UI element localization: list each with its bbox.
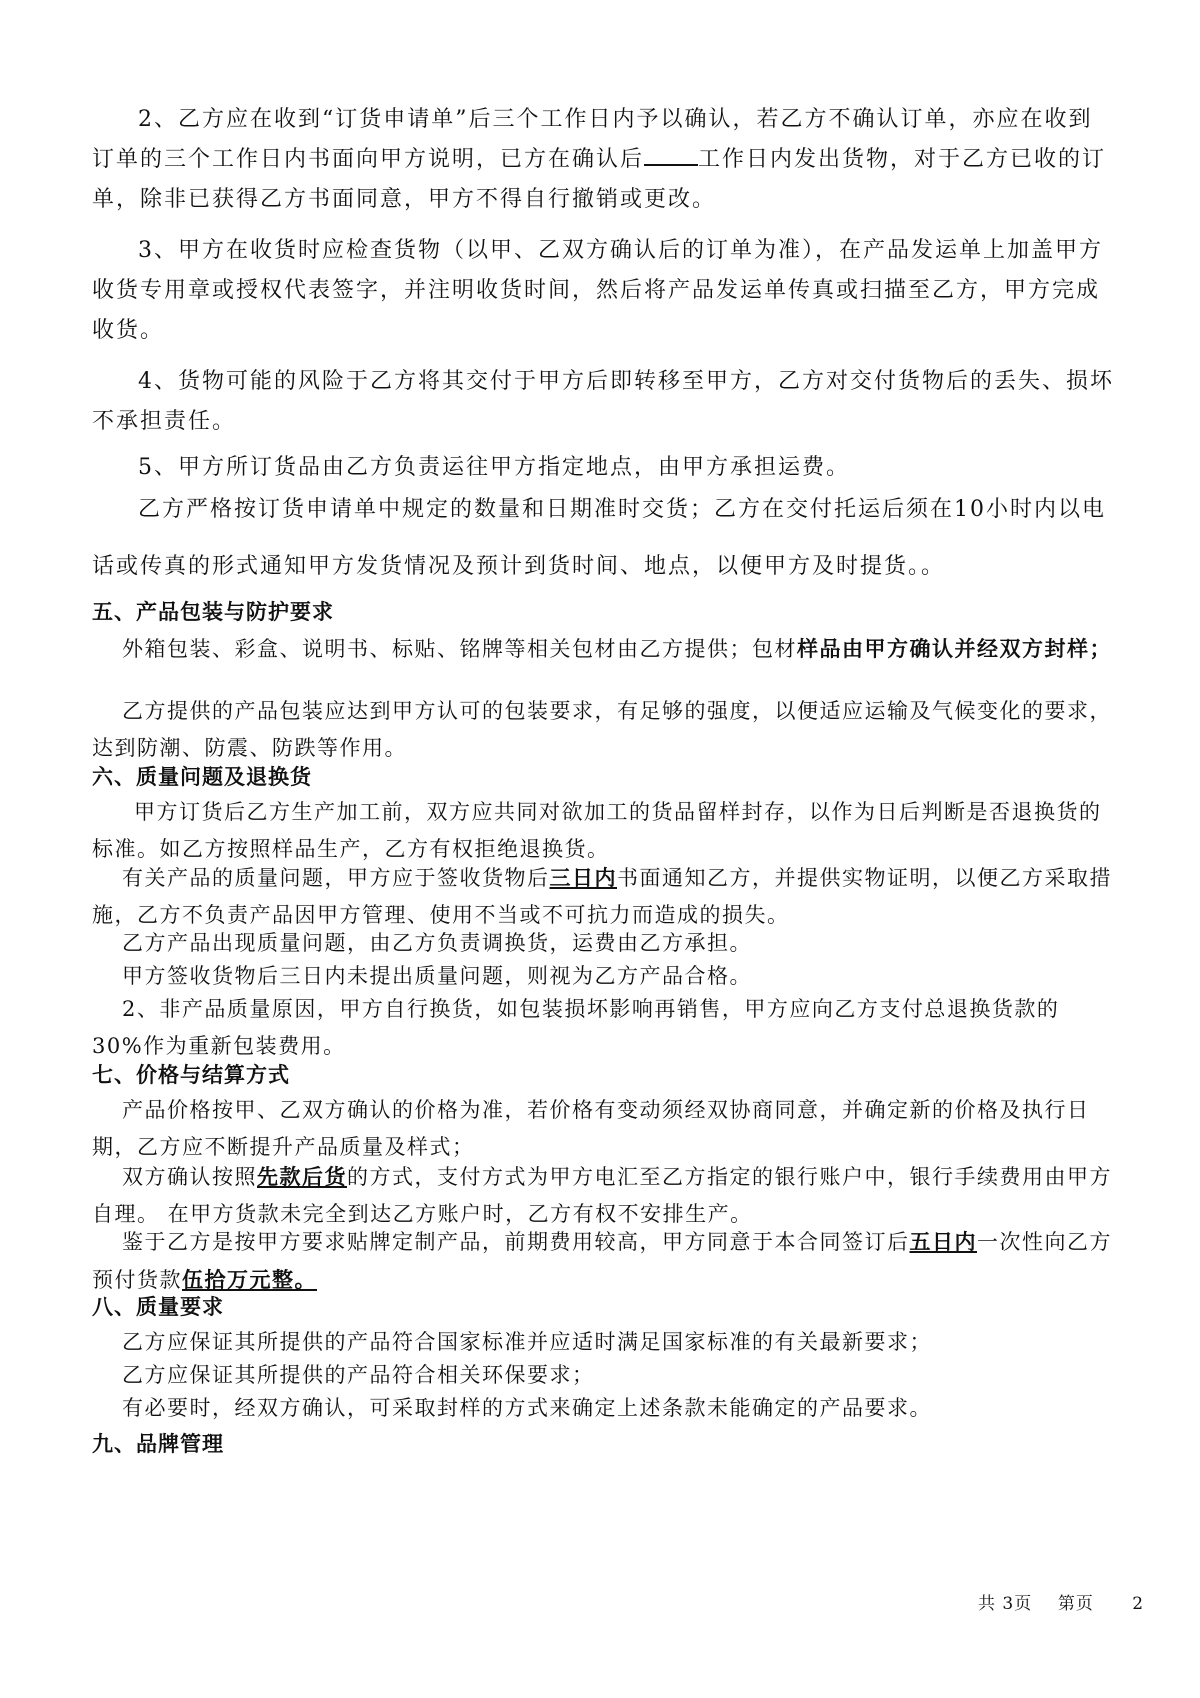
fill-in-blank [644,142,698,166]
section-5-text: 外箱包装、彩盒、说明书、标贴、铭牌等相关包材由乙方提供；包材 [122,637,797,661]
footer-total-pages: 共 3页 [978,1594,1033,1614]
section-7-amount: 伍拾万元整。 [182,1267,317,1292]
section-6-text-a: 有关产品的质量问题，甲方应于签收货物后 [122,866,550,890]
section-5-bold-text: 样品由甲方确认并经双方封样； [797,636,1112,661]
section-7-paragraph-1: 产品价格按甲、乙双方确认的价格为准，若价格有变动须经双协商同意，并确定新的价格及执行日期，乙方应不断提升产品质量及样式； [92,1098,1090,1159]
footer-page-number: 2 [1132,1594,1145,1614]
section-6-paragraph-5: 2、非产品质量原因，甲方自行换货，如包装损坏影响再销售，甲方应向乙方支付总退换货款的 30%作为重新包装费用。 [92,997,1060,1058]
page-footer [978,1589,1144,1614]
section-5-paragraph-2: 乙方提供的产品包装应达到甲方认可的包装要求，有足够的强度，以便适应运输及气候变化的要求，达到防潮、防震、防跌等作用。 [92,699,1112,760]
section-7-paragraph-3 [92,1223,1114,1299]
clause-2-paragraph [92,100,1114,220]
footer-page-label: 第页 [1057,1594,1094,1614]
delivery-paragraph-line-1: 乙方严格按订货申请单中规定的数量和日期准时交货；乙方在交付托运后须在10小时内以电 [138,497,1106,522]
section-7-text-d: 鉴于乙方是按甲方要求贴牌定制产品，前期费用较高，甲方同意于本合同签订后 [122,1230,910,1254]
section-5-paragraph-1 [92,630,1114,668]
section-6-paragraph-3: 乙方产品出现质量问题，由乙方负责调换货，运费由乙方承担。 [122,931,752,955]
section-7-text-e: 一次性向乙方预付货款 [92,1230,1112,1292]
section-6-paragraph-4: 甲方签收货物后三日内未提出质量问题，则视为乙方产品合格。 [122,964,752,988]
delivery-paragraph-line-2: 话或传真的形式通知甲方发货情况及预计到货时间、地点，以便甲方及时提货。。 [92,554,946,579]
section-7-deadline: 五日内 [909,1229,977,1254]
section-6-title: 六、质量问题及退换货 [92,764,312,789]
section-6-deadline: 三日内 [549,865,617,890]
section-6-paragraph-2 [92,859,1114,934]
section-8-paragraph-3: 有必要时，经双方确认，可采取封样的方式来确定上述条款未能确定的产品要求。 [122,1396,932,1420]
section-7-text-a: 双方确认按照 [122,1165,257,1189]
clause-4-paragraph: 4、货物可能的风险于乙方将其交付于甲方后即转移至甲方，乙方对交付货物后的丢失、损坏不承担责任。 [92,369,1115,434]
section-8-paragraph-2: 乙方应保证其所提供的产品符合相关环保要求； [122,1363,595,1387]
section-8-paragraph-1: 乙方应保证其所提供的产品符合国家标准并应适时满足国家标准的有关最新要求； [122,1330,932,1354]
clause-5-paragraph: 5、甲方所订货品由乙方负责运往甲方指定地点，由甲方承担运费。 [138,455,850,480]
section-7-text-c: 的方式，支付方式为甲方电汇至乙方指定的银行账户中，银行手续费用由甲方自理。 在甲方货款未完全到达乙方账户时，乙方有权不安排生产。 [92,1165,1112,1226]
section-7-title: 七、价格与结算方式 [92,1062,290,1087]
section-6-text-c: 书面通知乙方，并提供实物证明，以便乙方采取措施，乙方不负责产品因甲方管理、使用不当或不可抗力而造成的损失。 [92,866,1112,927]
clause-2-text-b: 工作日内发出货物，对于乙方已收的订单，除非已获得乙方书面同意，甲方不得自行撤销或更改。 [92,147,1107,212]
section-7-paragraph-2 [92,1158,1114,1233]
section-8-title: 八、质量要求 [92,1294,224,1319]
section-6-paragraph-1: 甲方订货后乙方生产加工前，双方应共同对欲加工的货品留样封存，以作为日后判断是否退换货的标准。如乙方按照样品生产，乙方有权拒绝退换货。 [92,800,1102,861]
section-5-title: 五、产品包装与防护要求 [92,599,334,624]
section-7-payment-term: 先款后货 [257,1164,347,1189]
section-9-title: 九、品牌管理 [92,1431,224,1456]
clause-3-paragraph: 3、甲方在收货时应检查货物（以甲、乙双方确认后的订单为准），在产品发运单上加盖甲方收货专用章或授权代表签字，并注明收货时间，然后将产品发运单传真或扫描至乙方，甲方完成收货。 [92,238,1104,343]
clause-2-text-a: 2、乙方应在收到“订货申请单”后三个工作日内予以确认，若乙方不确认订单，亦应在收到订单的三个工作日内书面向甲方说明，已方在确认后 [92,107,1093,172]
